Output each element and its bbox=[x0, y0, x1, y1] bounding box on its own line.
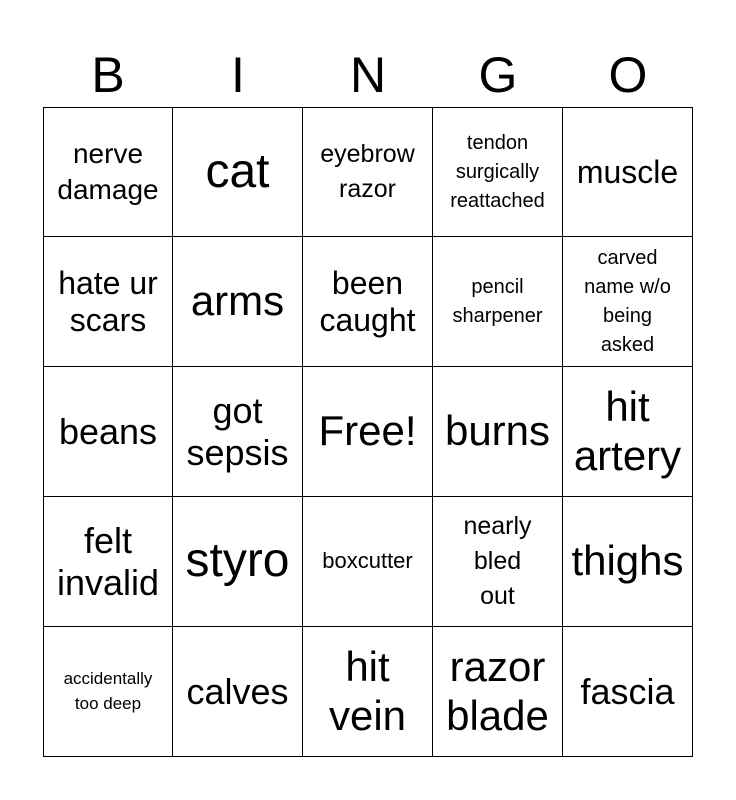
bingo-header bbox=[43, 46, 693, 104]
free-space-text: Free! bbox=[318, 407, 417, 455]
cell-text: got sepsis bbox=[186, 390, 289, 473]
cell-text: felt invalid bbox=[56, 520, 160, 603]
bingo-cell[interactable] bbox=[563, 107, 693, 237]
cell-text: hit vein bbox=[328, 643, 407, 739]
bingo-cell[interactable] bbox=[303, 237, 433, 367]
cell-text: been caught bbox=[319, 264, 416, 338]
header-letter-i: I bbox=[231, 47, 245, 103]
cell-text: razor blade bbox=[446, 643, 549, 739]
cell-text: muscle bbox=[576, 153, 679, 190]
bingo-board bbox=[43, 107, 693, 757]
bingo-cell[interactable] bbox=[173, 107, 303, 237]
cell-text: calves bbox=[186, 670, 289, 712]
cell-text: thighs bbox=[571, 537, 684, 585]
bingo-cell[interactable] bbox=[303, 497, 433, 627]
bingo-cell[interactable] bbox=[433, 237, 563, 367]
cell-text: pencil sharpener bbox=[452, 275, 543, 327]
cell-text: boxcutter bbox=[322, 548, 413, 574]
cell-text: cat bbox=[205, 144, 270, 198]
cell-text: nearly bled out bbox=[463, 512, 532, 610]
cell-text: nerve damage bbox=[57, 137, 159, 205]
cell-text: tendon surgically reattached bbox=[450, 131, 545, 212]
cell-text: eyebrow razor bbox=[320, 140, 415, 203]
cell-text: hate ur scars bbox=[58, 264, 158, 338]
bingo-cell[interactable] bbox=[173, 237, 303, 367]
header-letter-o: O bbox=[608, 47, 648, 103]
cell-text: styro bbox=[185, 534, 290, 588]
bingo-cell[interactable] bbox=[433, 107, 563, 237]
bingo-cell[interactable] bbox=[563, 367, 693, 497]
bingo-cell[interactable] bbox=[563, 627, 693, 757]
bingo-cell[interactable] bbox=[173, 367, 303, 497]
cell-text: beans bbox=[58, 410, 158, 452]
cell-text: burns bbox=[444, 407, 551, 455]
header-letter-b: B bbox=[91, 47, 125, 103]
bingo-cell[interactable] bbox=[303, 627, 433, 757]
bingo-cell[interactable] bbox=[303, 107, 433, 237]
bingo-cell[interactable] bbox=[43, 497, 173, 627]
bingo-cell[interactable] bbox=[43, 627, 173, 757]
bingo-cell[interactable] bbox=[173, 627, 303, 757]
bingo-cell[interactable] bbox=[563, 497, 693, 627]
bingo-cell[interactable] bbox=[433, 497, 563, 627]
cell-text: accidentally too deep bbox=[63, 668, 153, 713]
header-letter-n: N bbox=[349, 47, 387, 103]
bingo-cell[interactable] bbox=[43, 237, 173, 367]
cell-text: arms bbox=[190, 277, 285, 325]
bingo-cell[interactable] bbox=[433, 367, 563, 497]
bingo-cell[interactable] bbox=[563, 237, 693, 367]
bingo-cell[interactable] bbox=[433, 627, 563, 757]
cell-text: hit artery bbox=[573, 383, 682, 479]
header-letter-g: G bbox=[478, 47, 518, 103]
bingo-cell[interactable] bbox=[173, 497, 303, 627]
bingo-cell[interactable] bbox=[43, 107, 173, 237]
bingo-cell[interactable] bbox=[43, 367, 173, 497]
cell-text: fascia bbox=[580, 670, 675, 712]
cell-text: carved name w/o being asked bbox=[584, 246, 671, 356]
free-space-cell[interactable] bbox=[303, 367, 433, 497]
